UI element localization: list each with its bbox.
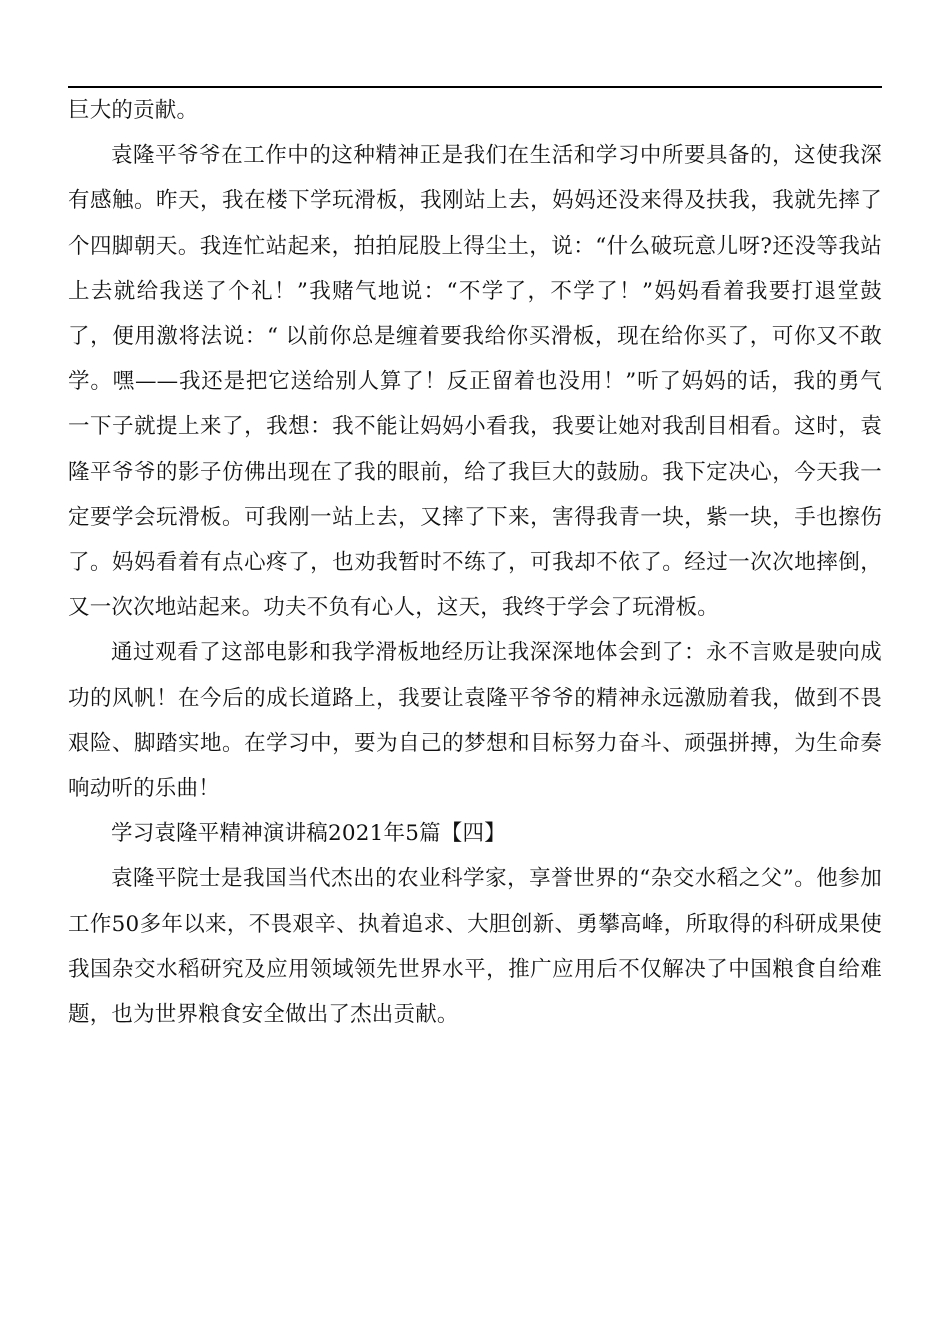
paragraph-conclusion: 通过观看了这部电影和我学滑板地经历让我深深地体会到了：永不言败是驶向成功的风帆！在今后的成长道路上，我要让袁隆平爷爷的精神永远激励着我，做到不畏艰险、脚踏实地。在学习中，要为自己的梦想和目标努力奋斗、顽强拼搏，为生命奏响动听的乐曲！ (68, 640, 882, 802)
paragraph-section-four-intro: 袁隆平院士是我国当代杰出的农业科学家，享誉世界的“杂交水稻之父”。他参加工作50多年以来，不畏艰辛、执着追求、大胆创新、勇攀高峰，所取得的科研成果使我国杂交水稻研究及应用领域领先世界水平，推广应用后不仅解决了中国粮食自给难题，也为世界粮食安全做出了杰出贡献。 (68, 866, 882, 1028)
paragraph-continuation: 巨大的贡献。 (68, 98, 199, 123)
document-body (68, 88, 882, 1037)
paragraph-skateboard-story: 袁隆平爷爷在工作中的这种精神正是我们在生活和学习中所要具备的，这使我深有感触。昨天，我在楼下学玩滑板，我刚站上去，妈妈还没来得及扶我，我就先摔了个四脚朝天。我连忙站起来，拍拍屁股上得尘土，说：“什么破玩意儿呀?还没等我站上去就给我送了个礼！”我赌气地说：“不学了，不学了！”妈妈看着我要打退堂鼓了，便用激将法说：“ 以前你总是缠着要我给你买滑板，现在给你买了，可你又不敢学。嘿——我还是把它送给别人算了！反正留着也没用！”听了妈妈的话，我的勇气一下子就提上来了，我想：我不能让妈妈小看我，我要让她对我刮目相看。这时，袁隆平爷爷的影子仿佛出现在了我的眼前，给了我巨大的鼓励。我下定决心，今天我一定要学会玩滑板。可我刚一站上去，又摔了下来，害得我青一块，紫一块，手也擦伤了。妈妈看着有点心疼了，也劝我暂时不练了，可我却不依了。经过一次次地摔倒，又一次次地站起来。功夫不负有心人，这天，我终于学会了玩滑板。 (68, 143, 882, 621)
section-heading: 学习袁隆平精神演讲稿2021年5篇【四】 (111, 821, 506, 847)
